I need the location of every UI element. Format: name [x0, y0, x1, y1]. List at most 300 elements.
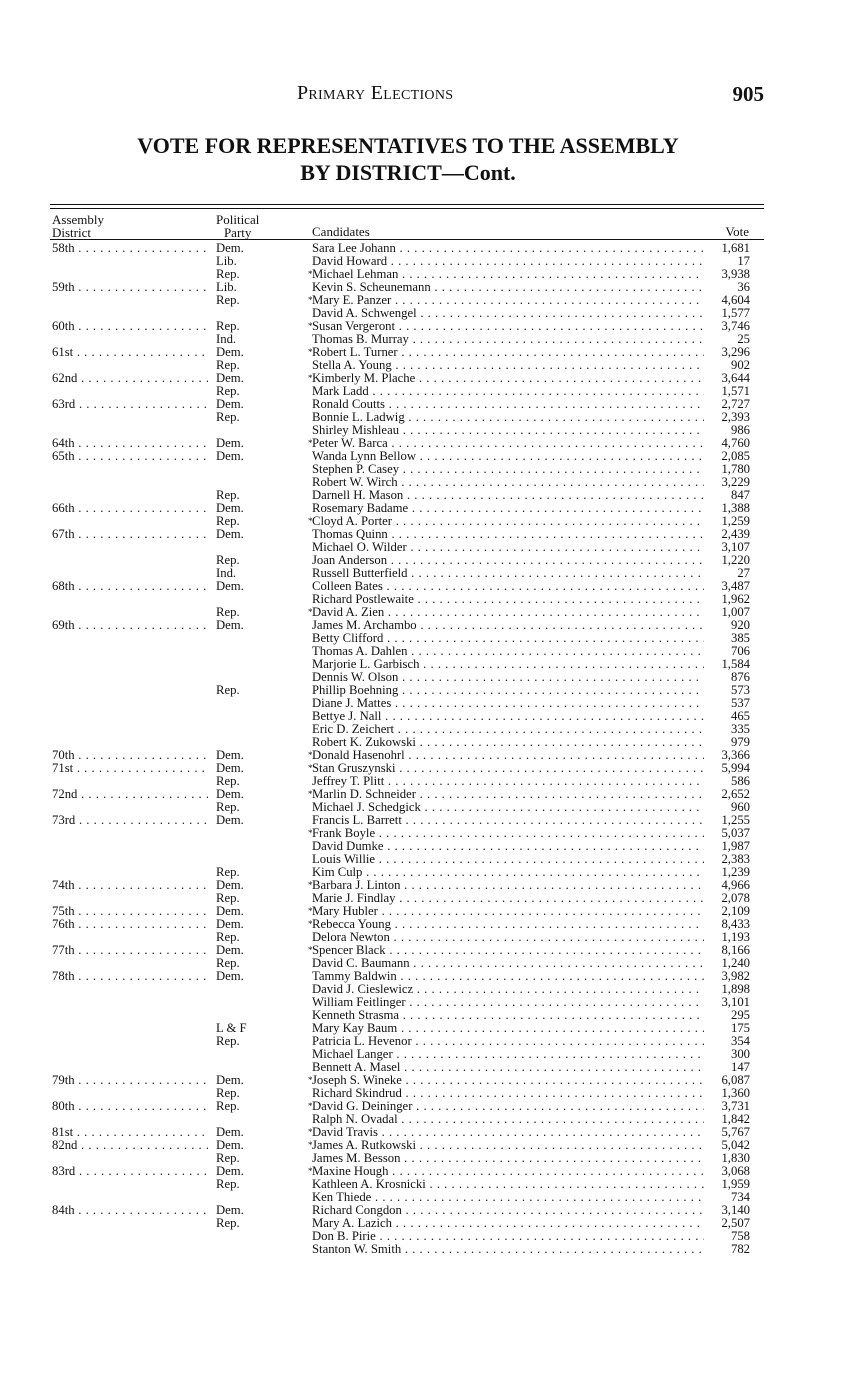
district-cell: 65th . . . — [52, 450, 208, 463]
vote-cell: 1,388 — [721, 501, 750, 515]
candidate-cell: *Kimberly M. Plache . . . — [308, 372, 704, 385]
party-cell: Rep. — [216, 800, 240, 814]
candidate-cell: Stella A. Young . . . — [308, 359, 704, 372]
table-row — [50, 710, 764, 723]
party-cell: Rep. — [216, 553, 240, 567]
table-row — [50, 242, 764, 255]
district-cell: 69th . . . — [52, 619, 208, 632]
running-header — [0, 82, 859, 110]
vote-cell: 960 — [730, 800, 750, 814]
vote-cell: 1,220 — [721, 553, 750, 567]
table-row — [50, 1035, 764, 1048]
vote-cell: 847 — [730, 488, 750, 502]
table-row — [50, 567, 764, 580]
candidate-cell: *Robert L. Turner . . . — [308, 346, 704, 359]
vote-cell: 979 — [730, 735, 750, 749]
vote-cell: 1,571 — [721, 384, 750, 398]
party-cell: Dem. — [216, 579, 244, 593]
candidate-cell: *Mary Hubler . . . — [308, 905, 704, 918]
vote-cell: 1,830 — [721, 1151, 750, 1165]
party-cell: Rep. — [216, 1034, 240, 1048]
vote-cell: 2,652 — [721, 787, 750, 801]
table-row — [50, 307, 764, 320]
vote-cell: 2,383 — [721, 852, 750, 866]
candidate-cell: Joan Anderson . . . — [308, 554, 704, 567]
table-row — [50, 762, 764, 775]
district-cell: 84th . . . — [52, 1204, 208, 1217]
vote-cell: 465 — [730, 709, 750, 723]
table-row — [50, 736, 764, 749]
vote-cell: 1,360 — [721, 1086, 750, 1100]
table-row — [50, 749, 764, 762]
incumbent-marker: * — [308, 1140, 313, 1150]
candidate-cell: *Stan Gruszynski . . . — [308, 762, 704, 775]
vote-cell: 1,898 — [721, 982, 750, 996]
incumbent-marker: * — [308, 919, 313, 929]
party-cell: Rep. — [216, 1177, 240, 1191]
vote-cell: 8,166 — [721, 943, 750, 957]
vote-cell: 147 — [730, 1060, 750, 1074]
table-row — [50, 645, 764, 658]
vote-cell: 36 — [737, 280, 750, 294]
table-row — [50, 255, 764, 268]
table-row — [50, 619, 764, 632]
vote-cell: 1,987 — [721, 839, 750, 853]
candidate-cell: Thomas B. Murray . . . — [308, 333, 704, 346]
column-header-candidates: Candidates — [312, 224, 370, 239]
incumbent-marker: * — [308, 321, 313, 331]
party-cell: Dem. — [216, 761, 244, 775]
candidate-cell: *David A. Zien . . . — [308, 606, 704, 619]
district-header-line-2: District — [52, 224, 91, 240]
party-cell: Dem. — [216, 345, 244, 359]
vote-cell: 782 — [730, 1242, 750, 1256]
vote-cell: 3,487 — [721, 579, 750, 593]
vote-cell: 1,780 — [721, 462, 750, 476]
incumbent-marker: * — [308, 516, 313, 526]
incumbent-marker: * — [308, 1101, 313, 1111]
district-cell: 68th . . . — [52, 580, 208, 593]
vote-cell: 706 — [730, 644, 750, 658]
candidate-cell: Colleen Bates . . . — [308, 580, 704, 593]
incumbent-marker: * — [308, 945, 313, 955]
table-row — [50, 723, 764, 736]
table-row — [50, 892, 764, 905]
party-cell: Rep. — [216, 488, 240, 502]
table-row — [50, 1113, 764, 1126]
incumbent-marker: * — [308, 269, 313, 279]
vote-cell: 8,433 — [721, 917, 750, 931]
district-cell: 66th . . . — [52, 502, 208, 515]
vote-cell: 3,366 — [721, 748, 750, 762]
table-row — [50, 359, 764, 372]
vote-cell: 537 — [730, 696, 750, 710]
candidate-cell: Phillip Boehning . . . — [308, 684, 704, 697]
incumbent-marker: * — [308, 906, 313, 916]
table-row — [50, 437, 764, 450]
table-row — [50, 372, 764, 385]
table-row — [50, 1048, 764, 1061]
candidate-cell: Ronald Coutts . . . — [308, 398, 704, 411]
table-row — [50, 918, 764, 931]
candidate-cell: Bennett A. Masel . . . — [308, 1061, 704, 1074]
candidate-cell: Sara Lee Johann . . . — [308, 242, 704, 255]
vote-cell: 573 — [730, 683, 750, 697]
district-cell: 61st . . . — [52, 346, 208, 359]
vote-cell: 4,604 — [721, 293, 750, 307]
vote-cell: 2,085 — [721, 449, 750, 463]
party-cell: Dem. — [216, 1125, 244, 1139]
table-row — [50, 840, 764, 853]
candidate-cell: Marie J. Findlay . . . — [308, 892, 704, 905]
party-cell: Dem. — [216, 748, 244, 762]
candidate-cell: Ralph N. Ovadal . . . — [308, 1113, 704, 1126]
table-row — [50, 1204, 764, 1217]
table-row — [50, 1074, 764, 1087]
vote-cell: 3,644 — [721, 371, 750, 385]
candidate-cell: Richard Congdon . . . — [308, 1204, 704, 1217]
candidate-cell: Richard Postlewaite . . . — [308, 593, 704, 606]
table-row — [50, 333, 764, 346]
party-cell: Rep. — [216, 1086, 240, 1100]
vote-cell: 5,042 — [721, 1138, 750, 1152]
vote-cell: 586 — [730, 774, 750, 788]
table-row — [50, 463, 764, 476]
incumbent-marker: * — [308, 1127, 313, 1137]
candidate-cell: Eric D. Zeichert . . . — [308, 723, 704, 736]
vote-cell: 876 — [730, 670, 750, 684]
party-cell: Dem. — [216, 1073, 244, 1087]
vote-cell: 3,101 — [721, 995, 750, 1009]
header-rule — [50, 239, 764, 240]
candidate-cell: David J. Cieslewicz . . . — [308, 983, 704, 996]
vote-cell: 1,240 — [721, 956, 750, 970]
candidate-cell: David Howard . . . — [308, 255, 704, 268]
candidate-cell: *Marlin D. Schneider . . . — [308, 788, 704, 801]
vote-cell: 1,962 — [721, 592, 750, 606]
vote-cell: 2,393 — [721, 410, 750, 424]
title-line-2: BY DISTRICT—Cont. — [300, 160, 516, 185]
district-cell: 75th . . . — [52, 905, 208, 918]
party-cell: Rep. — [216, 1099, 240, 1113]
vote-cell: 5,994 — [721, 761, 750, 775]
vote-cell: 3,296 — [721, 345, 750, 359]
vote-cell: 4,966 — [721, 878, 750, 892]
vote-cell: 1,842 — [721, 1112, 750, 1126]
table-row — [50, 528, 764, 541]
table-row — [50, 554, 764, 567]
district-cell: 76th . . . — [52, 918, 208, 931]
table-row — [50, 541, 764, 554]
vote-cell: 300 — [730, 1047, 750, 1061]
vote-cell: 3,229 — [721, 475, 750, 489]
table-row — [50, 827, 764, 840]
table-row — [50, 1243, 764, 1256]
table-row — [50, 1230, 764, 1243]
candidate-cell: Russell Butterfield . . . — [308, 567, 704, 580]
incumbent-marker: * — [308, 880, 313, 890]
party-cell: Dem. — [216, 969, 244, 983]
candidate-cell: William Feitlinger . . . — [308, 996, 704, 1009]
party-header-line-1: Political — [216, 212, 260, 227]
candidate-cell: James M. Besson . . . — [308, 1152, 704, 1165]
party-cell: Dem. — [216, 501, 244, 515]
table-row — [50, 814, 764, 827]
vote-cell: 2,507 — [721, 1216, 750, 1230]
party-cell: Dem. — [216, 449, 244, 463]
candidate-cell: *Maxine Hough . . . — [308, 1165, 704, 1178]
column-header-district — [52, 214, 104, 239]
incumbent-marker: * — [308, 1166, 313, 1176]
vote-cell: 335 — [730, 722, 750, 736]
candidate-cell: *Susan Vergeront . . . — [308, 320, 704, 333]
party-cell: Ind. — [216, 332, 237, 346]
top-rule — [50, 204, 764, 205]
party-cell: Rep. — [216, 891, 240, 905]
candidate-cell: *Frank Boyle . . . — [308, 827, 704, 840]
table-row — [50, 1178, 764, 1191]
candidate-cell: Don B. Pirie . . . — [308, 1230, 704, 1243]
party-cell: Rep. — [216, 774, 240, 788]
incumbent-marker: * — [308, 295, 313, 305]
candidate-cell: *Spencer Black . . . — [308, 944, 704, 957]
vote-cell: 3,746 — [721, 319, 750, 333]
incumbent-marker: * — [308, 607, 313, 617]
candidate-cell: *Donald Hasenohrl . . . — [308, 749, 704, 762]
vote-cell: 2,109 — [721, 904, 750, 918]
party-cell: Rep. — [216, 683, 240, 697]
party-cell: Rep. — [216, 956, 240, 970]
candidate-cell: David C. Baumann . . . — [308, 957, 704, 970]
vote-cell: 902 — [730, 358, 750, 372]
incumbent-marker: * — [308, 347, 313, 357]
district-cell: 72nd . . . — [52, 788, 208, 801]
candidate-cell: *Mary E. Panzer . . . — [308, 294, 704, 307]
district-cell: 63rd . . . — [52, 398, 208, 411]
party-cell: Dem. — [216, 813, 244, 827]
party-cell: Dem. — [216, 1203, 244, 1217]
table-row — [50, 684, 764, 697]
district-cell: 70th . . . — [52, 749, 208, 762]
candidate-cell: Michael J. Schedgick . . . — [308, 801, 704, 814]
vote-cell: 920 — [730, 618, 750, 632]
party-cell: Dem. — [216, 397, 244, 411]
table-row — [50, 1165, 764, 1178]
table-row — [50, 268, 764, 281]
vote-cell: 354 — [730, 1034, 750, 1048]
candidate-cell: *Cloyd A. Porter . . . — [308, 515, 704, 528]
vote-cell: 6,087 — [721, 1073, 750, 1087]
table-row — [50, 671, 764, 684]
candidate-cell: Thomas A. Dahlen . . . — [308, 645, 704, 658]
incumbent-marker: * — [308, 438, 313, 448]
candidate-cell: Marjorie L. Garbisch . . . — [308, 658, 704, 671]
candidate-cell: Diane J. Mattes . . . — [308, 697, 704, 710]
table-row — [50, 1217, 764, 1230]
vote-cell: 1,577 — [721, 306, 750, 320]
incumbent-marker: * — [308, 828, 313, 838]
vote-cell: 986 — [730, 423, 750, 437]
district-cell: 73rd . . . — [52, 814, 208, 827]
district-cell: 77th . . . — [52, 944, 208, 957]
table-row — [50, 970, 764, 983]
table-row — [50, 775, 764, 788]
candidate-cell: Jeffrey T. Plitt . . . — [308, 775, 704, 788]
candidate-cell: Patricia L. Hevenor . . . — [308, 1035, 704, 1048]
candidate-cell: Kathleen A. Krosnicki . . . — [308, 1178, 704, 1191]
party-cell: Lib. — [216, 280, 237, 294]
party-cell: Dem. — [216, 527, 244, 541]
vote-cell: 1,584 — [721, 657, 750, 671]
table-title — [0, 132, 816, 186]
candidate-cell: Francis L. Barrett . . . — [308, 814, 704, 827]
party-cell: Rep. — [216, 410, 240, 424]
top-rule-double — [50, 208, 764, 209]
table-row — [50, 281, 764, 294]
incumbent-marker: * — [308, 373, 313, 383]
vote-cell: 295 — [730, 1008, 750, 1022]
party-cell: Dem. — [216, 618, 244, 632]
district-cell: 74th . . . — [52, 879, 208, 892]
party-cell: Rep. — [216, 1151, 240, 1165]
vote-cell: 175 — [730, 1021, 750, 1035]
table-row — [50, 983, 764, 996]
table-row — [50, 294, 764, 307]
table-row — [50, 957, 764, 970]
column-header-vote: Vote — [725, 224, 749, 239]
party-cell: Dem. — [216, 917, 244, 931]
table-body — [50, 242, 764, 1256]
district-cell: 62nd . . . — [52, 372, 208, 385]
table-row — [50, 476, 764, 489]
party-cell: Rep. — [216, 865, 240, 879]
candidate-cell: Stanton W. Smith . . . — [308, 1243, 704, 1256]
column-header-party — [216, 214, 259, 239]
vote-cell: 1,193 — [721, 930, 750, 944]
district-header-line-1: Assembly — [52, 212, 104, 227]
candidate-cell: *Michael Lehman . . . — [308, 268, 704, 281]
vote-cell: 2,727 — [721, 397, 750, 411]
vote-cell: 25 — [737, 332, 750, 346]
table-row — [50, 424, 764, 437]
table-row — [50, 580, 764, 593]
district-cell: 80th . . . — [52, 1100, 208, 1113]
candidate-cell: Delora Newton . . . — [308, 931, 704, 944]
candidate-cell: James M. Archambo . . . — [308, 619, 704, 632]
candidate-cell: David Dumke . . . — [308, 840, 704, 853]
candidate-cell: Betty Clifford . . . — [308, 632, 704, 645]
candidate-cell: Kevin S. Scheunemann . . . — [308, 281, 704, 294]
party-cell: Dem. — [216, 1138, 244, 1152]
table-row — [50, 606, 764, 619]
party-cell: Dem. — [216, 904, 244, 918]
candidate-cell: Louis Willie . . . — [308, 853, 704, 866]
table-row — [50, 502, 764, 515]
party-cell: Dem. — [216, 436, 244, 450]
table-row — [50, 1009, 764, 1022]
table-row — [50, 905, 764, 918]
district-cell: 78th . . . — [52, 970, 208, 983]
page-number: 905 — [732, 82, 764, 106]
candidate-cell: Stephen P. Casey . . . — [308, 463, 704, 476]
vote-cell: 2,078 — [721, 891, 750, 905]
title-line-1: VOTE FOR REPRESENTATIVES TO THE ASSEMBLY — [137, 133, 679, 158]
vote-cell: 3,938 — [721, 267, 750, 281]
table-row — [50, 853, 764, 866]
candidate-cell: *Peter W. Barca . . . — [308, 437, 704, 450]
party-cell: Dem. — [216, 371, 244, 385]
table-row — [50, 632, 764, 645]
district-cell: 83rd . . . — [52, 1165, 208, 1178]
party-cell: Rep. — [216, 267, 240, 281]
candidate-cell: Darnell H. Mason . . . — [308, 489, 704, 502]
vote-cell: 1,959 — [721, 1177, 750, 1191]
candidate-cell: Robert W. Wirch . . . — [308, 476, 704, 489]
district-cell: 58th . . . — [52, 242, 208, 255]
vote-cell: 1,681 — [721, 241, 750, 255]
vote-cell: 4,760 — [721, 436, 750, 450]
vote-cell: 5,767 — [721, 1125, 750, 1139]
vote-cell: 2,439 — [721, 527, 750, 541]
vote-cell: 1,259 — [721, 514, 750, 528]
district-cell: 59th . . . — [52, 281, 208, 294]
district-cell: 82nd . . . — [52, 1139, 208, 1152]
table-row — [50, 879, 764, 892]
table-row — [50, 489, 764, 502]
party-cell: Dem. — [216, 241, 244, 255]
party-cell: Rep. — [216, 1216, 240, 1230]
table-row — [50, 1022, 764, 1035]
party-header-line-2: Party — [223, 224, 252, 240]
table-row — [50, 1191, 764, 1204]
vote-cell: 3,982 — [721, 969, 750, 983]
table-row — [50, 658, 764, 671]
party-cell: L & F — [216, 1021, 247, 1035]
incumbent-marker: * — [308, 750, 313, 760]
vote-cell: 1,239 — [721, 865, 750, 879]
table-row — [50, 450, 764, 463]
table-row — [50, 515, 764, 528]
candidate-cell: Kim Culp . . . — [308, 866, 704, 879]
candidate-cell: *Barbara J. Linton . . . — [308, 879, 704, 892]
table-row — [50, 944, 764, 957]
vote-cell: 758 — [730, 1229, 750, 1243]
candidate-cell: Kenneth Strasma . . . — [308, 1009, 704, 1022]
candidate-cell: Michael Langer . . . — [308, 1048, 704, 1061]
party-cell: Rep. — [216, 605, 240, 619]
district-cell: 79th . . . — [52, 1074, 208, 1087]
party-cell: Rep. — [216, 319, 240, 333]
table-row — [50, 320, 764, 333]
party-cell: Rep. — [216, 358, 240, 372]
table-row — [50, 398, 764, 411]
table-row — [50, 1087, 764, 1100]
table-row — [50, 1126, 764, 1139]
party-cell: Ind. — [216, 566, 237, 580]
candidate-cell: Rosemary Badame . . . — [308, 502, 704, 515]
vote-cell: 1,255 — [721, 813, 750, 827]
table-row — [50, 931, 764, 944]
table-row — [50, 788, 764, 801]
candidate-cell: *Rebecca Young . . . — [308, 918, 704, 931]
party-cell: Rep. — [216, 384, 240, 398]
candidate-cell: *David G. Deininger . . . — [308, 1100, 704, 1113]
district-cell: 60th . . . — [52, 320, 208, 333]
candidate-cell: Wanda Lynn Bellow . . . — [308, 450, 704, 463]
candidate-cell: David A. Schwengel . . . — [308, 307, 704, 320]
candidate-cell: Richard Skindrud . . . — [308, 1087, 704, 1100]
table-row — [50, 1152, 764, 1165]
